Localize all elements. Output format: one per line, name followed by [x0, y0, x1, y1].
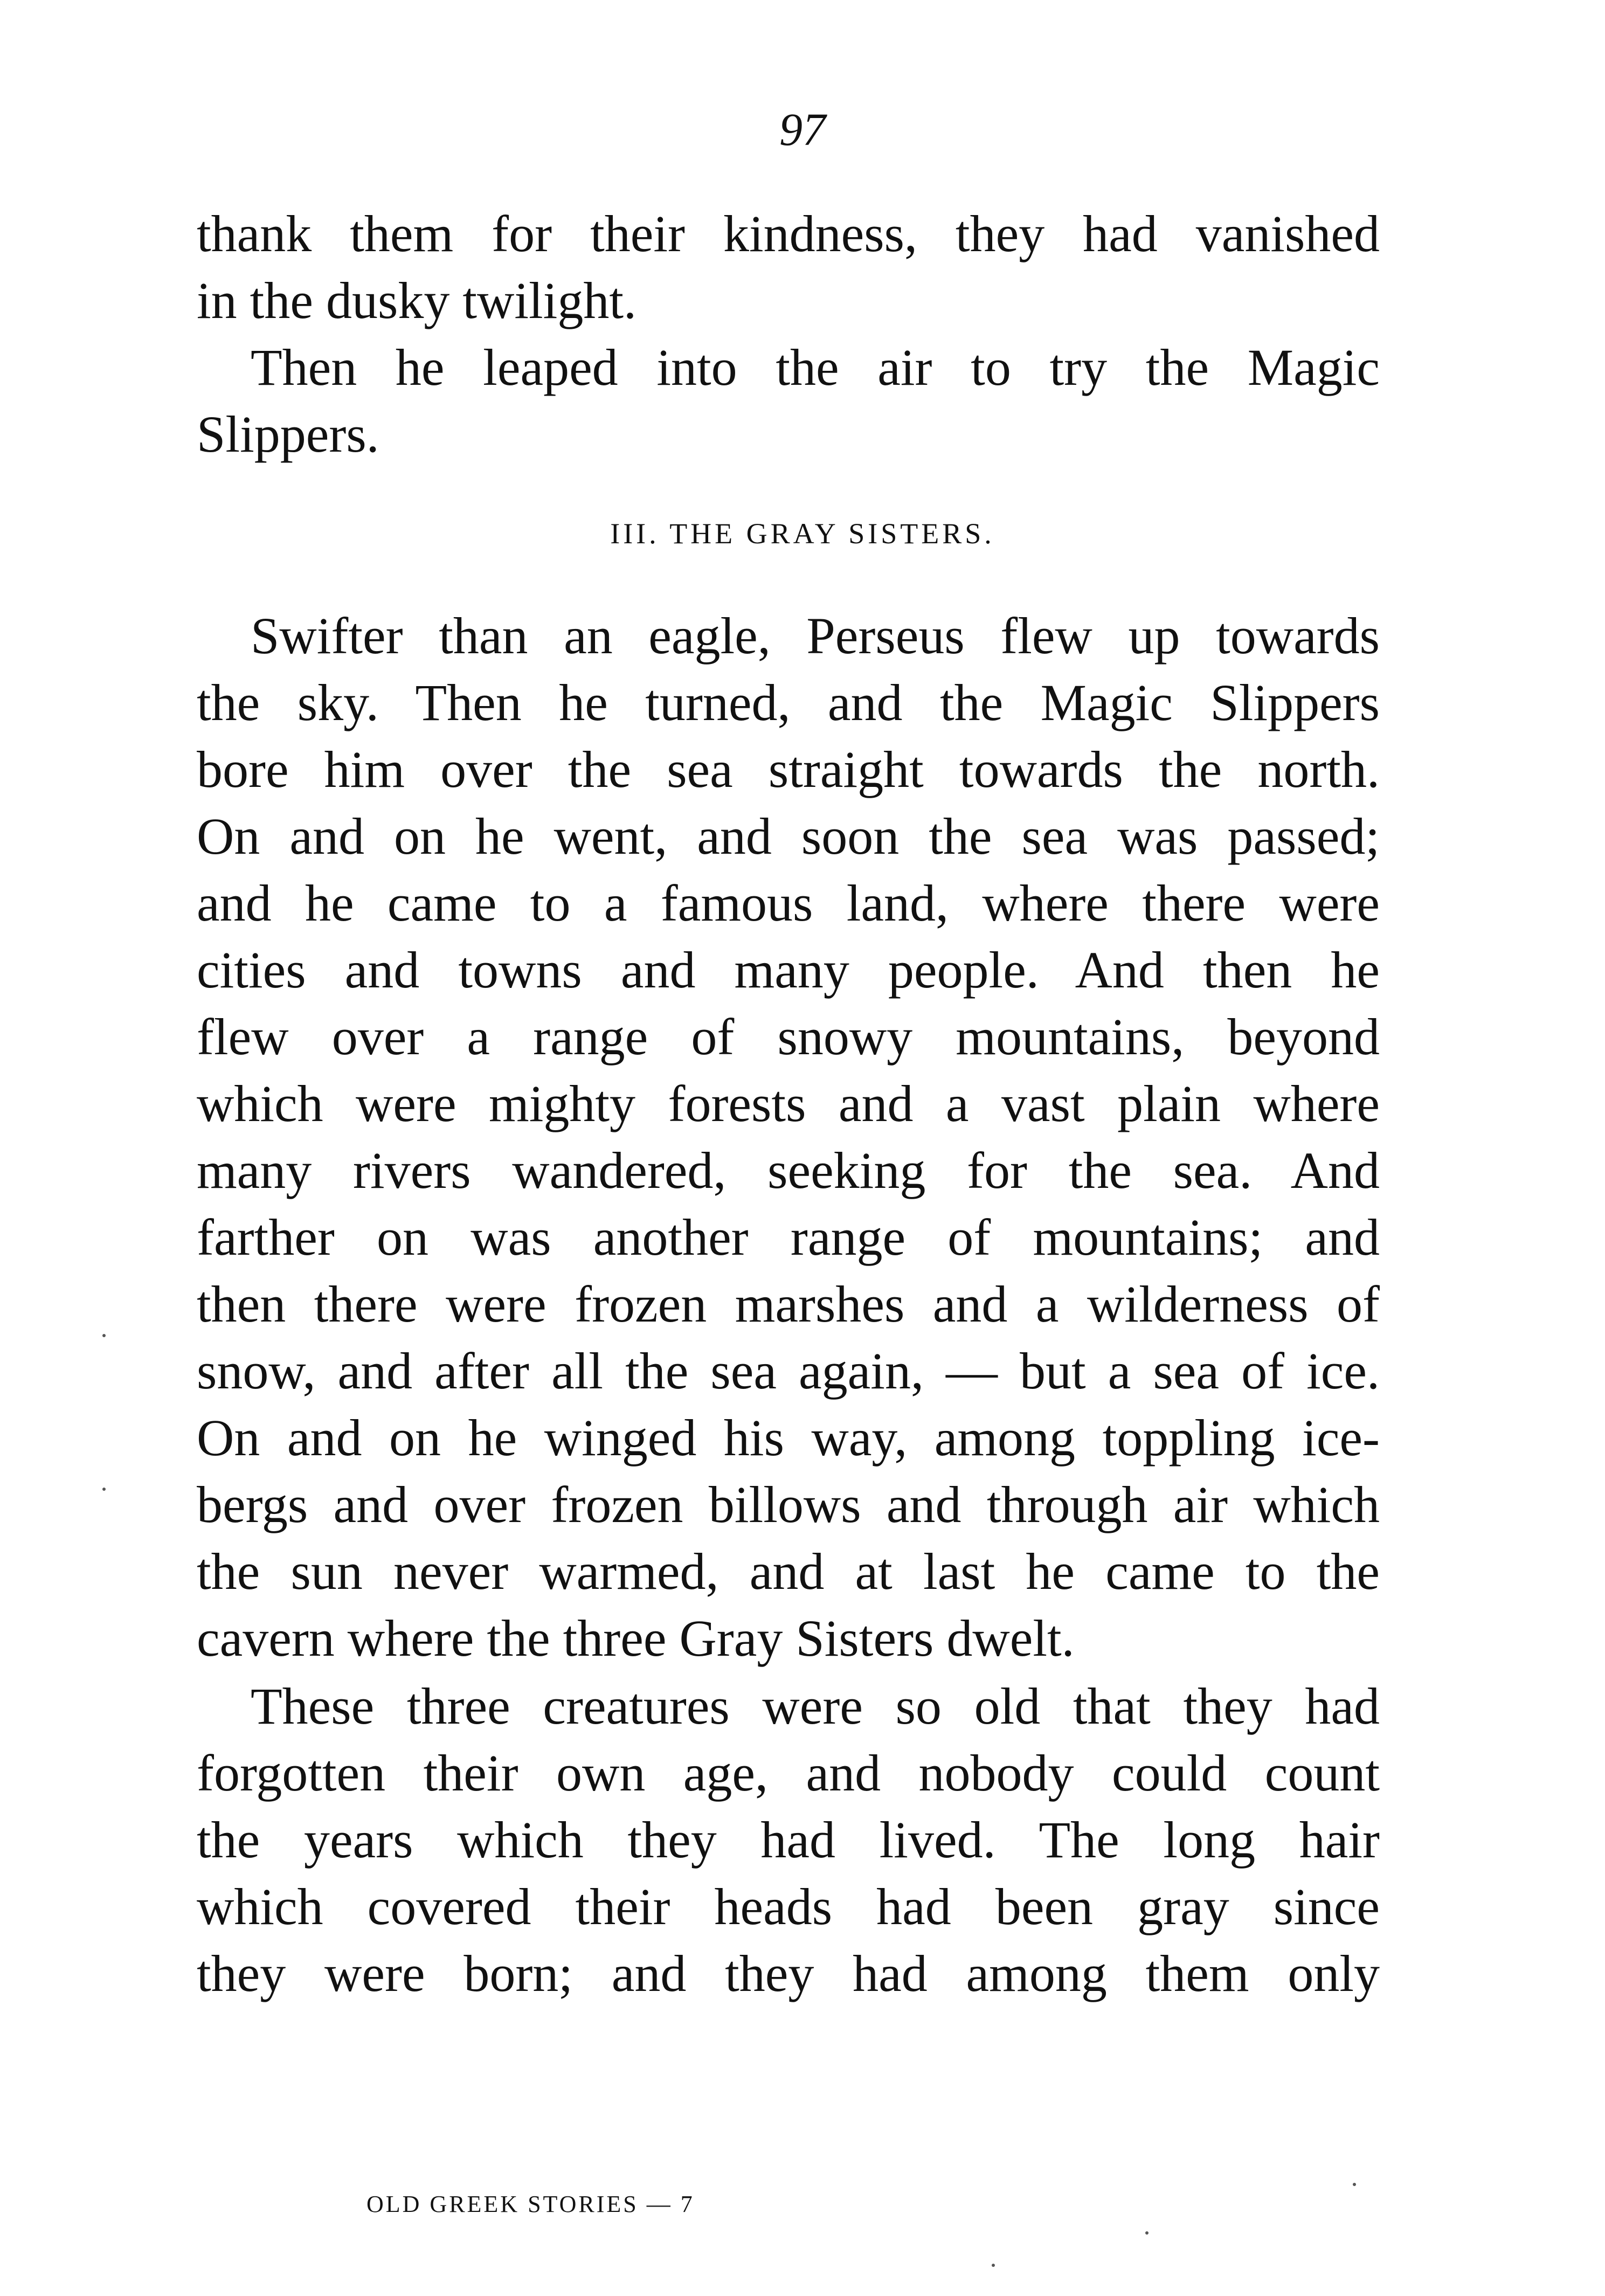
print-speck [102, 1334, 106, 1337]
opening-text [197, 200, 1380, 468]
text-line: the sun never warmed, and at last he came to the [197, 1543, 1380, 1600]
paragraph-2 [197, 1673, 1380, 2007]
text-line: the years which they had lived. The long hair [197, 1811, 1380, 1869]
text-line: the sky. Then he turned, and the Magic Slippers [197, 674, 1380, 731]
print-speck [992, 2264, 995, 2267]
footer-signature: OLD GREEK STORIES — 7 [366, 2191, 695, 2217]
text-line: cities and towns and many people. And then he [197, 941, 1380, 999]
text-line: bore him over the sea straight towards the north. [197, 741, 1380, 798]
text-line: On and on he went, and soon the sea was passed; [197, 807, 1380, 865]
section-heading: III. THE GRAY SISTERS. [610, 517, 995, 550]
text-line: These three creatures were so old that they had [251, 1677, 1380, 1735]
text-line: Then he leaped into the air to try the Magic [251, 338, 1380, 396]
paragraph-1 [197, 603, 1380, 1672]
text-line: thank them for their kindness, they had vanished [197, 205, 1380, 262]
text-line: Swifter than an eagle, Perseus flew up towards [251, 607, 1380, 665]
text-line: flew over a range of snowy mountains, beyond [197, 1008, 1380, 1066]
print-speck [1353, 2183, 1356, 2186]
text-line: Slippers. [197, 405, 379, 463]
print-speck [1145, 2231, 1149, 2235]
text-line: and he came to a famous land, where there were [197, 874, 1380, 932]
page-number: 97 [779, 103, 826, 155]
text-line: forgotten their own age, and nobody could count [197, 1744, 1380, 1802]
text-line: farther on was another range of mountains; and [197, 1208, 1380, 1266]
text-line: snow, and after all the sea again, — but a sea of ice. [197, 1342, 1380, 1400]
text-line: bergs and over frozen billows and through air which [197, 1476, 1380, 1533]
text-line: which covered their heads had been gray since [197, 1878, 1380, 1935]
text-line: many rivers wandered, seeking for the sea. And [197, 1142, 1380, 1199]
text-line: they were born; and they had among them only [197, 1945, 1380, 2002]
text-line: then there were frozen marshes and a wilderness of [197, 1275, 1380, 1333]
text-line: which were mighty forests and a vast plain where [197, 1075, 1380, 1132]
text-line: On and on he winged his way, among toppling ice- [197, 1409, 1380, 1467]
print-speck [102, 1488, 106, 1491]
text-line: in the dusky twilight. [197, 272, 637, 329]
text-line: cavern where the three Gray Sisters dwelt. [197, 1609, 1075, 1667]
